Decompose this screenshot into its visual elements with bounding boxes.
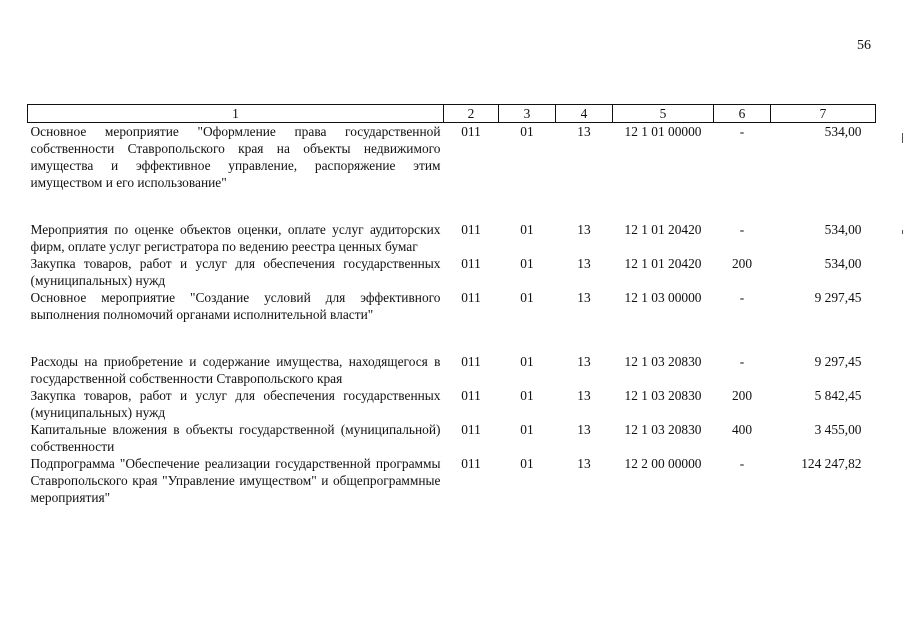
cell-col-3: 01 [520, 256, 534, 271]
cell-col-6: 400 [731, 422, 753, 437]
cell-col-4: 13 [577, 290, 591, 305]
cell-name: Закупка товаров, работ и услуг для обеспечения государственных (муниципальных) нужд [30, 388, 441, 420]
cell-col-3: 01 [520, 456, 534, 471]
cell-col-6: - [739, 290, 745, 305]
cell-col-3: 01 [520, 388, 534, 403]
cell-col-2: 011 [461, 290, 481, 305]
table-row [28, 289, 876, 353]
cell-amount: 534,00 [824, 124, 862, 139]
cell-col-4: 13 [577, 222, 591, 237]
cell-name: Подпрограмма "Обеспечение реализации государственной программы Ставропольского края "Управление имуществом" и общепрограммные мероприятия" [30, 456, 441, 505]
cell-col-2: 011 [461, 256, 481, 271]
cell-name: Расходы на приобретение и содержание имущества, находящегося в государственной собственности Ставропольского края [30, 354, 441, 386]
page-number: 56 [857, 38, 871, 53]
cell-amount: 9 297,45 [814, 290, 862, 305]
cell-amount: 3 455,00 [814, 422, 862, 437]
cell-col-2: 011 [461, 388, 481, 403]
table-header [28, 105, 876, 123]
cell-col-6: - [739, 456, 745, 471]
cell-col-6: 200 [731, 388, 753, 403]
cell-col-4: 13 [577, 354, 591, 369]
table-body [28, 123, 876, 507]
cell-col-4: 13 [577, 422, 591, 437]
header-col-2: 2 [444, 105, 499, 123]
cell-col-6: - [739, 124, 745, 139]
cell-col-3: 01 [520, 422, 534, 437]
cell-col-5: 12 1 03 20830 [624, 422, 702, 437]
cell-amount: 534,00 [824, 222, 862, 237]
cell-col-5: 12 1 03 00000 [624, 290, 702, 305]
cell-col-2: 011 [461, 354, 481, 369]
cell-col-6: 200 [731, 256, 753, 271]
cell-col-4: 13 [577, 388, 591, 403]
table-row [28, 421, 876, 455]
cell-amount: 534,00 [824, 256, 862, 271]
cell-amount: 124 247,82 [801, 456, 862, 471]
cell-col-4: 13 [577, 456, 591, 471]
cell-col-5: 12 1 01 20420 [624, 256, 702, 271]
budget-table [27, 104, 876, 506]
cell-amount: 5 842,45 [814, 388, 862, 403]
table-row [28, 123, 876, 222]
cell-amount: 9 297,45 [814, 354, 862, 369]
cell-col-5: 12 1 01 00000 [624, 124, 702, 139]
cell-col-5: 12 2 00 00000 [624, 456, 702, 471]
cell-col-5: 12 1 01 20420 [624, 222, 702, 237]
scan-margin-mark [902, 230, 903, 234]
cell-name: Капитальные вложения в объекты государственной (муниципальной) собственности [30, 422, 441, 454]
cell-col-5: 12 1 03 20830 [624, 354, 702, 369]
cell-name: Основное мероприятие "Оформление права государственной собственности Ставропольского края на объекты недвижимого имущества и эффективное управление, распоряжение этим имуществом и его использование" [30, 124, 441, 190]
cell-col-6: - [739, 354, 745, 369]
cell-name: Закупка товаров, работ и услуг для обеспечения государственных (муниципальных) нужд [30, 256, 441, 288]
header-col-7: 7 [771, 105, 876, 123]
header-col-4: 4 [556, 105, 613, 123]
table-row [28, 255, 876, 289]
cell-col-2: 011 [461, 422, 481, 437]
cell-col-5: 12 1 03 20830 [624, 388, 702, 403]
header-row [28, 105, 876, 123]
cell-col-3: 01 [520, 222, 534, 237]
header-col-3: 3 [499, 105, 556, 123]
table-row [28, 221, 876, 255]
table-row [28, 455, 876, 506]
header-col-6: 6 [714, 105, 771, 123]
cell-col-4: 13 [577, 124, 591, 139]
cell-col-2: 011 [461, 124, 481, 139]
cell-col-4: 13 [577, 256, 591, 271]
cell-col-3: 01 [520, 124, 534, 139]
cell-col-3: 01 [520, 354, 534, 369]
cell-name: Мероприятия по оценке объектов оценки, оплате услуг аудиторских фирм, оплате услуг регистратора по ведению реестра ценных бумаг [30, 222, 441, 254]
cell-col-2: 011 [461, 222, 481, 237]
table-row [28, 387, 876, 421]
cell-col-3: 01 [520, 290, 534, 305]
table-row [28, 353, 876, 387]
scan-margin-mark [902, 133, 903, 143]
cell-name: Основное мероприятие "Создание условий для эффективного выполнения полномочий органами исполнительной власти" [30, 290, 441, 322]
header-col-5: 5 [613, 105, 714, 123]
cell-col-2: 011 [461, 456, 481, 471]
header-col-1: 1 [28, 105, 444, 123]
cell-col-6: - [739, 222, 745, 237]
